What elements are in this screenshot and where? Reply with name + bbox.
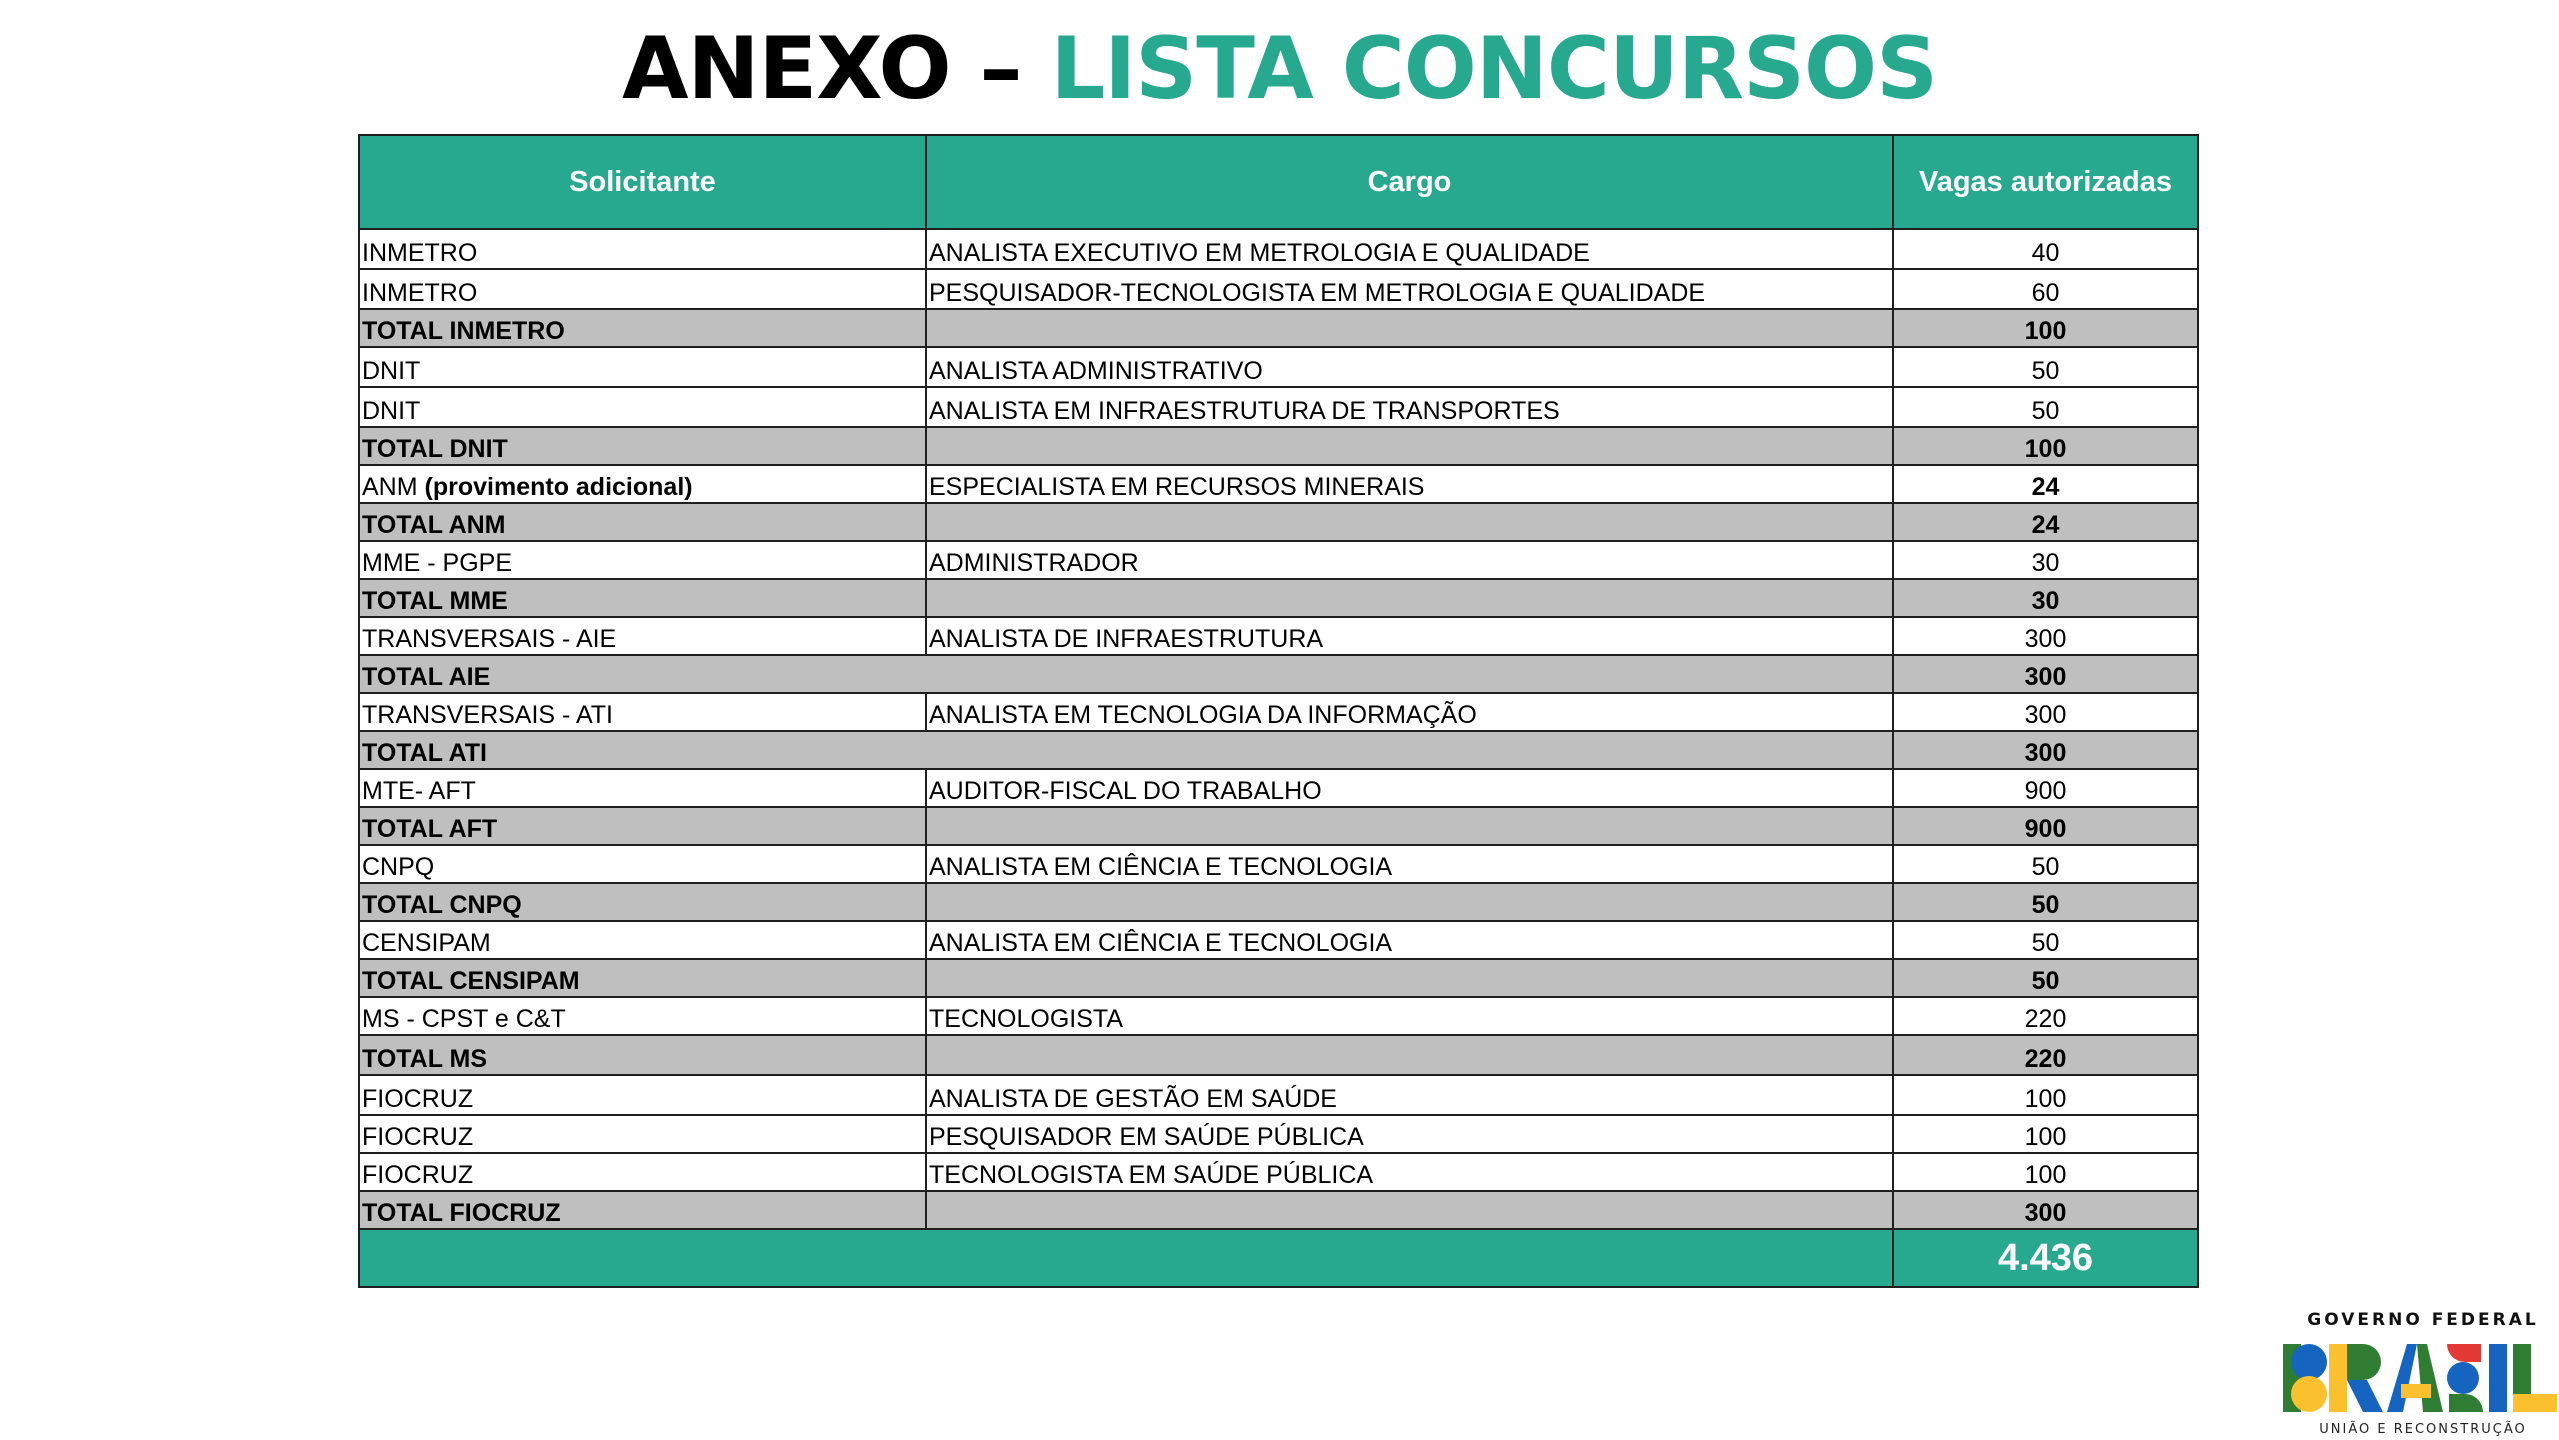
header-solicitante: Solicitante: [359, 135, 926, 229]
table-row: [359, 921, 2198, 959]
cell-solicitante: TRANSVERSAIS - ATI: [359, 693, 926, 731]
cell-solicitante: FIOCRUZ: [359, 1075, 926, 1115]
grand-total-value: 4.436: [1893, 1229, 2198, 1287]
table-row: [359, 387, 2198, 427]
cell-vagas: 50: [1893, 845, 2198, 883]
cell-vagas: 30: [1893, 579, 2198, 617]
header-cargo: Cargo: [926, 135, 1893, 229]
cell-vagas: 50: [1893, 959, 2198, 997]
table-row: [359, 693, 2198, 731]
cell-vagas: 50: [1893, 883, 2198, 921]
cell-vagas: 100: [1893, 427, 2198, 465]
cell-vagas: 24: [1893, 465, 2198, 503]
cell-solicitante: TOTAL CNPQ: [359, 883, 926, 921]
table-row: [359, 1075, 2198, 1115]
brasil-logo-icon: [2283, 1340, 2559, 1416]
cell-vagas: 24: [1893, 503, 2198, 541]
total-row: [359, 579, 2198, 617]
cell-solicitante: DNIT: [359, 387, 926, 427]
table-row: [359, 845, 2198, 883]
table-row: [359, 465, 2198, 503]
cell-vagas: 100: [1893, 1075, 2198, 1115]
cell-solicitante: TRANSVERSAIS - AIE: [359, 617, 926, 655]
total-row: [359, 959, 2198, 997]
cell-cargo: [926, 503, 1893, 541]
cell-vagas: 900: [1893, 769, 2198, 807]
cell-solicitante: TOTAL DNIT: [359, 427, 926, 465]
cell-vagas: 300: [1893, 693, 2198, 731]
cell-vagas: 50: [1893, 921, 2198, 959]
table-row: [359, 617, 2198, 655]
cell-vagas: 100: [1893, 1115, 2198, 1153]
cell-solicitante: INMETRO: [359, 269, 926, 309]
cell-solicitante: TOTAL ATI: [359, 731, 1893, 769]
cell-cargo: ANALISTA DE INFRAESTRUTURA: [926, 617, 1893, 655]
cell-cargo: TECNOLOGISTA EM SAÚDE PÚBLICA: [926, 1153, 1893, 1191]
cell-solicitante: TOTAL CENSIPAM: [359, 959, 926, 997]
cell-vagas: 220: [1893, 997, 2198, 1035]
table-row: [359, 541, 2198, 579]
total-row: [359, 1191, 2198, 1229]
solicitante-name: ANM: [362, 473, 418, 501]
cell-vagas: 100: [1893, 309, 2198, 347]
table-row: [359, 997, 2198, 1035]
cell-solicitante: MS - CPST e C&T: [359, 997, 926, 1035]
page-title: [0, 14, 2559, 124]
cell-vagas: 50: [1893, 347, 2198, 387]
cell-cargo: ANALISTA EM CIÊNCIA E TECNOLOGIA: [926, 845, 1893, 883]
cell-cargo: [926, 959, 1893, 997]
cell-vagas: 60: [1893, 269, 2198, 309]
header-vagas: Vagas autorizadas: [1893, 135, 2198, 229]
cell-vagas: 900: [1893, 807, 2198, 845]
cell-cargo: [926, 1191, 1893, 1229]
cell-solicitante: DNIT: [359, 347, 926, 387]
cell-cargo: [926, 1035, 1893, 1075]
cell-cargo: PESQUISADOR-TECNOLOGISTA EM METROLOGIA E QUALIDADE: [926, 269, 1893, 309]
cell-solicitante: TOTAL ANM: [359, 503, 926, 541]
total-row: [359, 731, 2198, 769]
table-row: [359, 229, 2198, 269]
cell-cargo: [926, 807, 1893, 845]
cell-vagas: 300: [1893, 655, 2198, 693]
cell-solicitante: TOTAL MME: [359, 579, 926, 617]
cell-solicitante: MTE- AFT: [359, 769, 926, 807]
table-row: [359, 769, 2198, 807]
cell-vagas: 300: [1893, 1191, 2198, 1229]
cell-solicitante: [359, 465, 926, 503]
grand-total-row: [359, 1229, 2198, 1287]
solicitante-note: (provimento adicional): [424, 473, 693, 501]
table-header-row: [359, 135, 2198, 229]
table-row: [359, 1115, 2198, 1153]
cell-solicitante: TOTAL MS: [359, 1035, 926, 1075]
cell-cargo: ANALISTA EM INFRAESTRUTURA DE TRANSPORTES: [926, 387, 1893, 427]
cell-cargo: TECNOLOGISTA: [926, 997, 1893, 1035]
cell-cargo: ANALISTA EXECUTIVO EM METROLOGIA E QUALIDADE: [926, 229, 1893, 269]
cell-solicitante: FIOCRUZ: [359, 1153, 926, 1191]
table-row: [359, 1153, 2198, 1191]
governo-federal-logo: [2283, 1310, 2559, 1440]
cell-cargo: ADMINISTRADOR: [926, 541, 1893, 579]
title-part-lista: LISTA CONCURSOS: [1050, 19, 1938, 119]
cell-cargo: ANALISTA ADMINISTRATIVO: [926, 347, 1893, 387]
cell-solicitante: MME - PGPE: [359, 541, 926, 579]
cell-solicitante: TOTAL AIE: [359, 655, 1893, 693]
cell-solicitante: TOTAL AFT: [359, 807, 926, 845]
cell-solicitante: CENSIPAM: [359, 921, 926, 959]
table-row: [359, 269, 2198, 309]
cell-cargo: AUDITOR-FISCAL DO TRABALHO: [926, 769, 1893, 807]
total-row: [359, 883, 2198, 921]
cell-cargo: PESQUISADOR EM SAÚDE PÚBLICA: [926, 1115, 1893, 1153]
cell-solicitante: INMETRO: [359, 229, 926, 269]
concursos-table: [358, 134, 2199, 1288]
table-row: [359, 347, 2198, 387]
total-row: [359, 309, 2198, 347]
title-part-anexo: ANEXO –: [621, 19, 1051, 119]
cell-cargo: ESPECIALISTA EM RECURSOS MINERAIS: [926, 465, 1893, 503]
total-row: [359, 807, 2198, 845]
cell-solicitante: CNPQ: [359, 845, 926, 883]
cell-cargo: ANALISTA EM TECNOLOGIA DA INFORMAÇÃO: [926, 693, 1893, 731]
logo-governo-federal-text: GOVERNO FEDERAL: [2307, 1310, 2539, 1330]
cell-vagas: 220: [1893, 1035, 2198, 1075]
cell-vagas: 50: [1893, 387, 2198, 427]
cell-solicitante: TOTAL FIOCRUZ: [359, 1191, 926, 1229]
cell-cargo: [926, 309, 1893, 347]
cell-cargo: [926, 883, 1893, 921]
total-row: [359, 427, 2198, 465]
cell-solicitante: FIOCRUZ: [359, 1115, 926, 1153]
cell-vagas: 100: [1893, 1153, 2198, 1191]
cell-cargo: ANALISTA DE GESTÃO EM SAÚDE: [926, 1075, 1893, 1115]
cell-cargo: [926, 427, 1893, 465]
cell-vagas: 300: [1893, 617, 2198, 655]
cell-vagas: 300: [1893, 731, 2198, 769]
total-row: [359, 1035, 2198, 1075]
grand-total-label-cell: [359, 1229, 1893, 1287]
cell-cargo: ANALISTA EM CIÊNCIA E TECNOLOGIA: [926, 921, 1893, 959]
cell-vagas: 40: [1893, 229, 2198, 269]
total-row: [359, 655, 2198, 693]
cell-cargo: [926, 579, 1893, 617]
logo-uniao-reconstrucao-text: UNIÃO E RECONSTRUÇÃO: [2319, 1422, 2527, 1437]
cell-solicitante: TOTAL INMETRO: [359, 309, 926, 347]
cell-vagas: 30: [1893, 541, 2198, 579]
total-row: [359, 503, 2198, 541]
